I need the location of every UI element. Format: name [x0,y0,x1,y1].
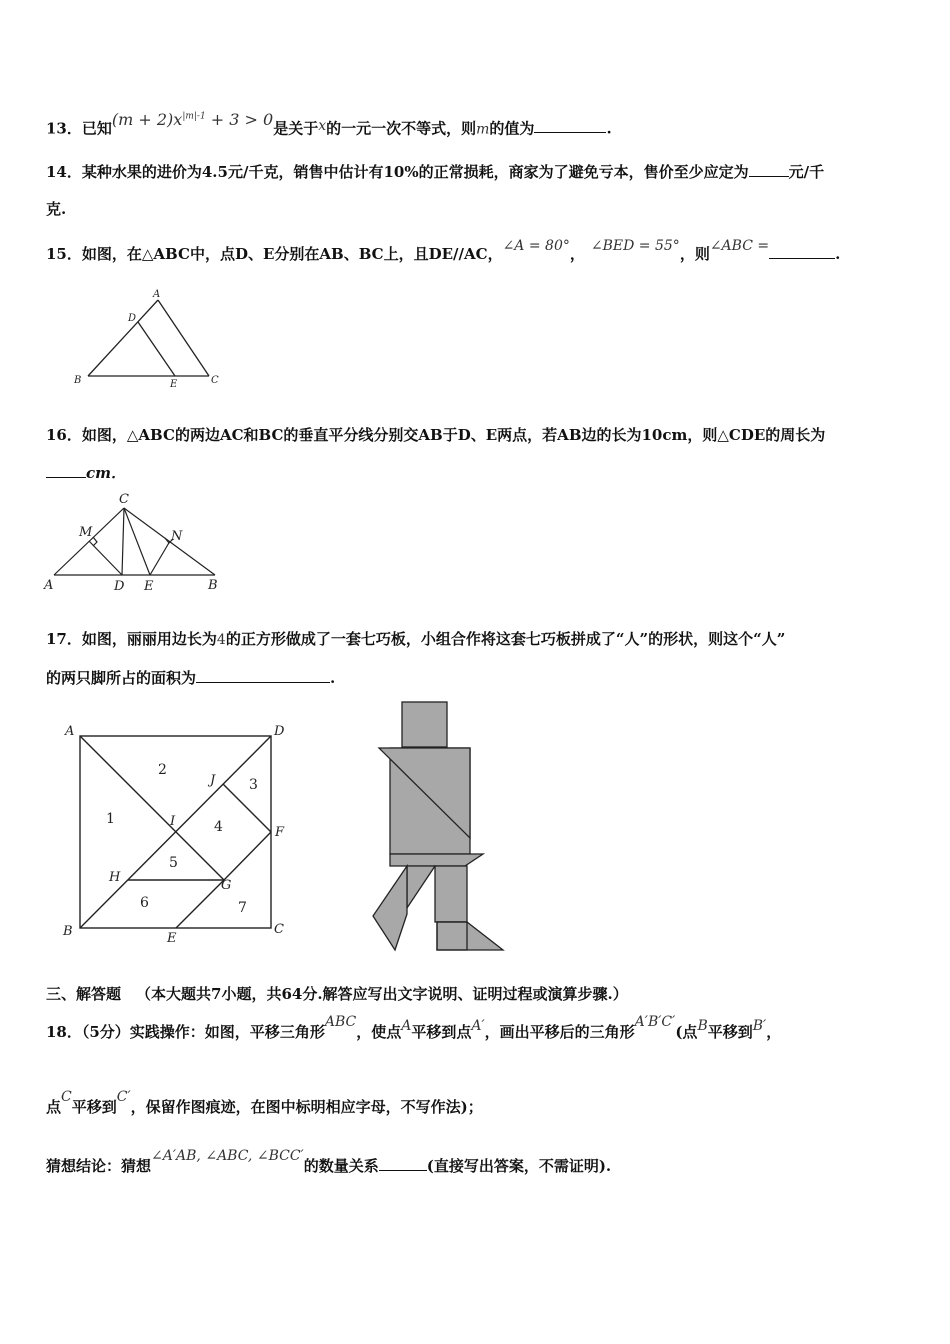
q16-label-M: M [79,525,93,540]
q16-label-A: A [44,578,54,593]
q16-label-N: N [171,529,183,544]
q15-label-C: C [211,375,219,386]
q16-triangle-figure [40,490,230,595]
tangram-label-C: C [274,922,284,937]
q16-label-C: C [119,492,129,507]
q15-label-D: D [128,313,137,324]
question-18-line3: 猜想结论：猜想∠A′AB, ∠ABC, ∠BCC′的数量关系 (直接写出答案，不需证明). [46,1148,612,1175]
q15-label-B: B [74,375,82,386]
question-14-line2: 克. [46,200,67,218]
q17-tangram-person-figure [365,698,515,958]
tangram-piece-6: 6 [140,895,149,911]
q16-answer-blank[interactable] [46,462,86,478]
tangram-label-E: E [167,931,177,946]
q15-answer-blank[interactable] [769,243,835,259]
question-15: 15．如图，在△ABC中，点D、E分别在AB、BC上，且DE//AC，∠A = 80°， ∠BED = 55°，则∠ABC = . [46,238,841,263]
question-16: 16．如图，△ABC的两边AC和BC的垂直平分线分别交AB于D、E两点，若AB边的长为10cm，则△CDE的周长为 [46,426,826,444]
question-18: 18．（5分）实践操作：如图，平移三角形ABC，使点A平移到点A′，画出平移后的三角形A′B′C′(点B平移到B′， [46,1014,782,1041]
tangram-piece-4: 4 [214,819,223,835]
tangram-label-H: H [109,870,121,885]
tangram-piece-3: 3 [249,777,258,793]
question-14: 14．某种水果的进价为4.5元/千克，销售中估计有10%的正常损耗，商家为了避免亏本，售价至少应定为 元/千 [46,163,825,181]
q13-answer-blank[interactable] [534,117,606,133]
question-13: 13．已知$(m + 2)x^{|m|-1} + 3 > 0$是关于x的一元一次不等式，则m的值为 . [46,110,612,138]
tangram-label-G: G [221,878,232,893]
tangram-label-J: J [210,773,216,788]
tangram-label-D: D [274,724,285,739]
q15-label-E: E [170,379,178,390]
question-17-line2: 的两只脚所占的面积为 . [46,669,336,687]
q15-label-A: A [153,289,161,300]
q13-number: 13．已知 [46,119,112,138]
q14-answer-blank[interactable] [749,161,789,177]
q18-answer-blank[interactable] [379,1155,427,1171]
q13-expression: $(m + 2)x^{|m|-1} + 3 > 0$ [111,110,274,130]
question-16-line2: cm． [46,462,126,484]
q17-answer-blank[interactable] [196,667,330,683]
section-3-heading: 三、解答题 （本大题共7小题，共64分.解答应写出文字说明、证明过程或演算步骤.） [46,985,628,1003]
q16-label-B: B [208,578,218,593]
tangram-label-F: F [275,825,285,840]
q17-tangram-square-figure [60,718,300,948]
tangram-label-B: B [63,924,73,939]
tangram-piece-5: 5 [169,855,178,871]
q16-label-E: E [144,579,154,594]
tangram-label-I: I [170,814,176,829]
tangram-piece-2: 2 [158,762,167,778]
tangram-label-A: A [65,724,75,739]
q15-triangle-figure [66,286,226,392]
tangram-piece-7: 7 [238,900,247,916]
question-18-line2: 点C平移到C′，保留作图痕迹，在图中标明相应字母，不写作法)； [46,1089,483,1116]
question-17: 17．如图，丽丽用边长为4的正方形做成了一套七巧板，小组合作将这套七巧板拼成了“人”的形状，则这个“人” [46,630,786,648]
tangram-piece-1: 1 [106,811,115,827]
q16-label-D: D [114,579,125,594]
